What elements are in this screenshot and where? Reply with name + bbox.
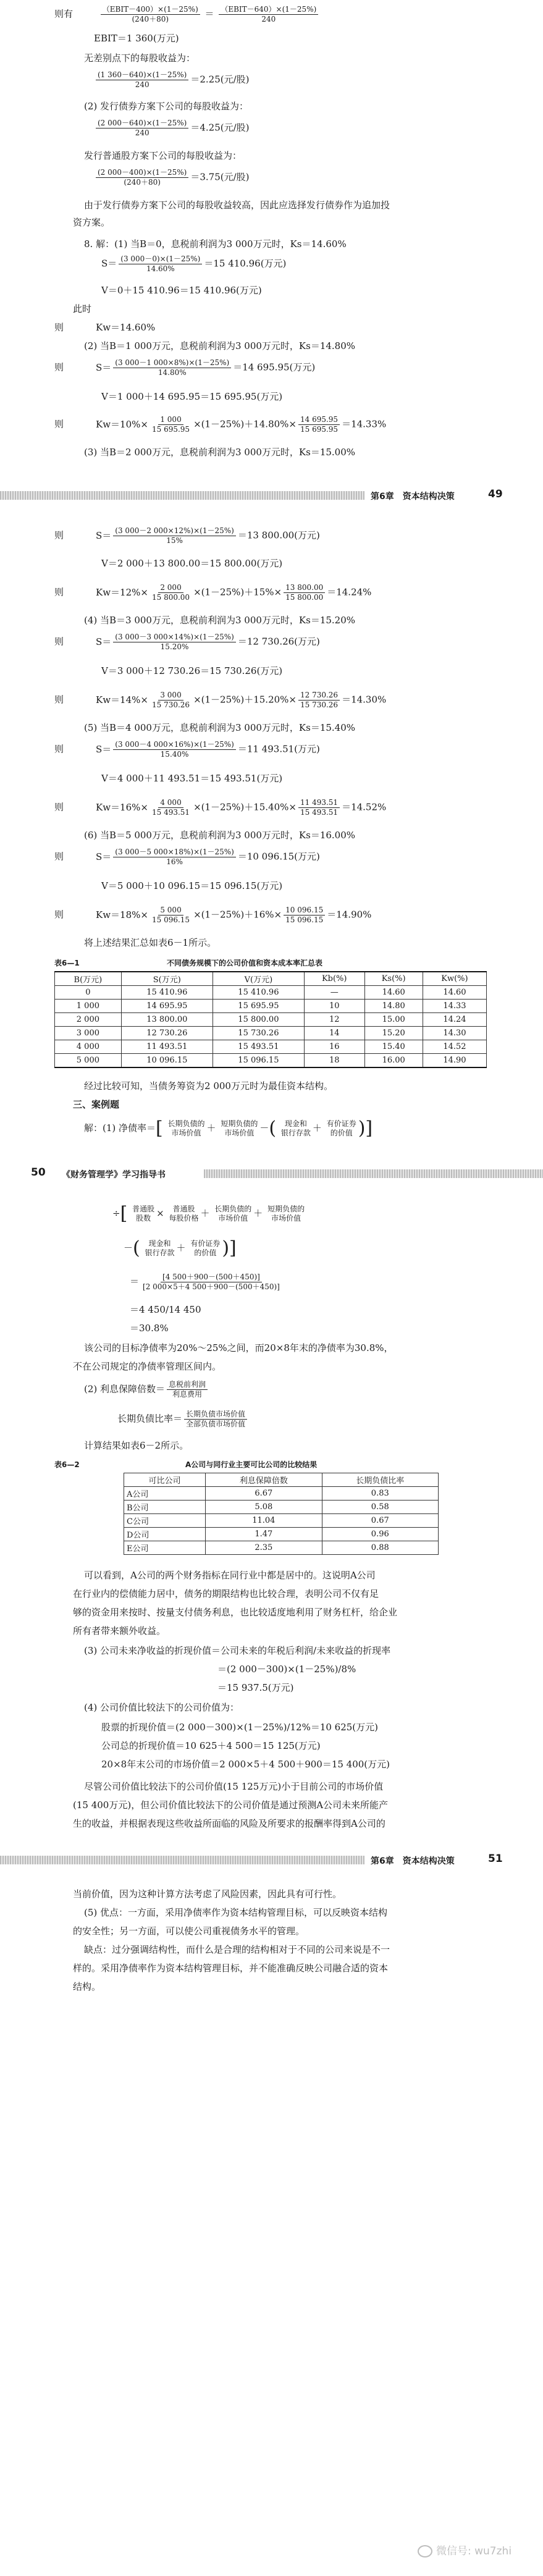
table-row	[55, 1054, 487, 1068]
text-line: 无差别点下的每股收益为：	[84, 53, 196, 64]
equation: (2) 利息保障倍数＝ $\frac{\text{息税前利润}}{\text{利息费用}}$	[84, 1380, 209, 1399]
table-number: 表6—2	[54, 1460, 80, 1469]
text-line: V＝4 000＋11 493.51＝15 493.51(万元)	[101, 773, 283, 784]
table-title: A公司与同行业主要可比公司的比较结果	[185, 1460, 318, 1469]
table-header-cell: V(万元)	[213, 972, 304, 986]
table-cell: 11.04	[206, 1514, 322, 1528]
text-line: ＝4 450/14 450	[130, 1304, 201, 1315]
table-header-cell: Ks(%)	[364, 972, 423, 986]
table-row	[124, 1541, 439, 1555]
equation: 则 S＝ $\frac{(3 000-2 000\times 12\%)\times(1-25\%)}{15\%}$ ＝13 800.00(万元)	[54, 526, 320, 545]
table-cell: 15.40	[364, 1040, 423, 1054]
page-number: 51	[488, 1853, 503, 1865]
text-line: (5) 当B＝4 000万元，息税前利润为3 000万元时，Ks＝15.40%	[84, 722, 356, 733]
table-header-cell: 利息保障倍数	[206, 1473, 322, 1487]
text-line: V＝2 000＋13 800.00＝15 800.00(万元)	[101, 558, 283, 569]
table-cell: 0	[55, 986, 122, 1000]
text-line: (3) 当B＝2 000万元，息税前利润为3 000万元时，Ks＝15.00%	[84, 447, 356, 458]
table-cell: E公司	[124, 1541, 206, 1555]
table-cell: 15.20	[364, 1027, 423, 1040]
text-line: V＝3 000＋12 730.26＝15 730.26(万元)	[101, 665, 283, 676]
capital-structure-table	[54, 971, 487, 1068]
table-row	[55, 986, 487, 1000]
equation: 则 S＝ $\frac{(3 000-3 000\times 14\%)\times(1-25\%)}{15.20\%}$ ＝12 730.26(万元)	[54, 633, 320, 651]
comparison-table	[124, 1473, 439, 1555]
table-cell: 0.58	[322, 1501, 438, 1514]
text-line: (6) 当B＝5 000万元，息税前利润为3 000万元时，Ks＝16.00%	[84, 830, 356, 841]
table-cell: 16.00	[364, 1054, 423, 1068]
table-cell: 15 410.96	[121, 986, 213, 1000]
table-cell: 4 000	[55, 1040, 122, 1054]
text-line: 不在公司规定的净债率管理区间内。	[73, 1361, 222, 1372]
table-row	[55, 1040, 487, 1054]
table-cell: A公司	[124, 1487, 206, 1501]
text-line: 够的资金用来按时、按量支付债务利息，也比较适度地利用了财务杠杆，给企业	[73, 1607, 398, 1618]
text-line: V＝1 000＋14 695.95＝15 695.95(万元)	[101, 391, 283, 402]
text-line: 当前价值，因为这种计算方法考虑了风险因素，因此具有可行性。	[73, 1888, 342, 1900]
table-row	[55, 1013, 487, 1027]
text-line: (3) 公司未来净收益的折现价值＝公司未来的年税后利润/未来收益的折现率	[84, 1645, 391, 1656]
equation: 则 S＝ $\frac{(3 000-1 000\times 8\%)\times(1-25\%)}{14.80\%}$ ＝14 695.95(万元)	[54, 358, 316, 377]
table-cell: 15 730.26	[213, 1027, 304, 1040]
table-cell: 15 410.96	[213, 986, 304, 1000]
equation: 解：(1) 净债率＝[ 长期负债的 市场价值 ＋ 短期负债的 市场价值 －( 现金和 银行存款 ＋ 有价证券 的价值 )]	[84, 1118, 373, 1139]
header-rule	[204, 1169, 543, 1178]
table-cell: 14 695.95	[121, 1000, 213, 1013]
table-cell: 0.67	[322, 1514, 438, 1528]
wechat-watermark: 微信号: wu7zhi	[418, 2542, 511, 2557]
table-cell: D公司	[124, 1528, 206, 1541]
table-cell: 14.60	[364, 986, 423, 1000]
equation: 则 Kw＝12%× $\frac{2 000}{15 800.00}$ ×(1－25%)＋15%× $\frac{13 800.00}{15 800.00}$ ＝14.24%	[54, 583, 372, 602]
table-row	[124, 1514, 439, 1528]
equation: －( 现金和 银行存款 ＋ 有价证券 的价值 )]	[124, 1237, 237, 1259]
table-row	[55, 1027, 487, 1040]
table-cell: C公司	[124, 1514, 206, 1528]
equation: S＝ $\frac{(3 000-0)\times(1-25\%)}{14.60\%}$ ＝15 410.96(万元)	[101, 255, 287, 273]
table-cell: 0.88	[322, 1541, 438, 1555]
text-line: (2) 发行债券方案下公司的每股收益为：	[84, 101, 249, 112]
equation: 则 Kw＝18%× $\frac{5 000}{15 096.15}$ ×(1－25%)＋16%× $\frac{10 096.15}{15 096.15}$ ＝14.90%	[54, 906, 372, 924]
text-line: 尽管公司价值比较法下的公司价值(15 125万元)小于目前公司的市场价值	[84, 1781, 384, 1792]
table-cell: 1 000	[55, 1000, 122, 1013]
text-line: 则 Kw＝14.60%	[54, 322, 156, 333]
equation: 则 Kw＝14%× $\frac{3 000}{15 730.26}$ ×(1－25%)＋15.20%× $\frac{12 730.26}{15 730.26}$ ＝14.30%	[54, 691, 387, 709]
text-line: EBIT＝1 360(万元)	[94, 33, 179, 44]
section-heading: 三、案例题	[73, 1099, 120, 1110]
table-cell: —	[304, 986, 364, 1000]
table-header-cell: 长期负债比率	[322, 1473, 438, 1487]
table-cell: 0.83	[322, 1487, 438, 1501]
table-cell: 14.52	[423, 1040, 486, 1054]
equation: 则 Kw＝10%× $\frac{1 000}{15 695.95}$ ×(1－25%)＋14.80%× $\frac{14 695.95}{15 695.95}$ ＝14.33%	[54, 415, 387, 434]
text-line: 结构。	[73, 1981, 101, 1992]
table-cell: 10 096.15	[121, 1054, 213, 1068]
table-row	[124, 1487, 439, 1501]
equation: ＝ $\frac{[4 500+900-(500+450)]}{[2 000\times 5+4 500+900-(500+450)]}$	[130, 1273, 280, 1291]
text-line: V＝5 000＋10 096.15＝15 096.15(万元)	[101, 880, 283, 891]
text-line: 股票的折现价值＝(2 000－300)×(1－25%)/12%＝10 625(万元)	[101, 1722, 379, 1733]
table-cell: 14.90	[423, 1054, 486, 1068]
text-line: ＝30.8%	[130, 1323, 169, 1334]
table-cell: 2.35	[206, 1541, 322, 1555]
text-line: ＝(2 000－300)×(1－25%)/8%	[217, 1664, 356, 1675]
text-line: (2) 当B＝1 000万元，息税前利润为3 000万元时，Ks＝14.80%	[84, 340, 356, 351]
table-cell: 15 493.51	[213, 1040, 304, 1054]
table-cell: 0.96	[322, 1528, 438, 1541]
table-cell: 14.24	[423, 1013, 486, 1027]
text-line: (15 400万元)，但公司价值比较法下的公司价值是通过预测A公司未来所能产	[73, 1799, 389, 1811]
equation: 则 Kw＝16%× $\frac{4 000}{15 493.51}$ ×(1－25%)＋15.40%× $\frac{11 493.51}{15 493.51}$ ＝14.52%	[54, 798, 387, 817]
equation: 长期负债比率＝ $\frac{\text{长期负债市场价值}}{\text{全部负债市场价值}}$	[117, 1410, 249, 1429]
text-line: 将上述结果汇总如表6－1所示。	[84, 937, 217, 948]
table-header-cell: 可比公司	[124, 1473, 206, 1487]
text-line: 可以看到，A公司的两个财务指标在同行业中都是居中的。这说明A公司	[84, 1570, 376, 1581]
table-cell: 14.30	[423, 1027, 486, 1040]
page-number: 49	[488, 488, 503, 500]
text: 则有	[54, 8, 74, 20]
table-cell: 14	[304, 1027, 364, 1040]
table-cell: 3 000	[55, 1027, 122, 1040]
table-cell: 14.33	[423, 1000, 486, 1013]
text-line: 20×8年末公司的市场价值＝2 000×5＋4 500＋900＝15 400(万元)	[101, 1759, 390, 1770]
equation: $\frac{(1 360-640)\times(1-25\%)}{240}$ ＝2.25(元/股)	[94, 70, 250, 90]
table-cell: B公司	[124, 1501, 206, 1514]
table-cell: 18	[304, 1054, 364, 1068]
running-header: 第6章 资本结构决策	[371, 492, 455, 502]
table-header-cell: Kb(%)	[304, 972, 364, 986]
fraction: $\frac{\text{（EBIT－400）×(1－25\%)}}{(240+80)}$	[101, 5, 200, 24]
table-cell: 5 000	[55, 1054, 122, 1068]
text-line: ＝15 937.5(万元)	[217, 1682, 294, 1693]
table-header-cell: S(万元)	[121, 972, 213, 986]
text-line: 公司总的折现价值＝10 625＋4 500＝15 125(万元)	[101, 1740, 321, 1751]
table-cell: 6.67	[206, 1487, 322, 1501]
equation: $\frac{(2 000-640)\times(1-25\%)}{240}$ ＝4.25(元/股)	[94, 119, 250, 138]
table-cell: 14.60	[423, 986, 486, 1000]
page-number: 50	[31, 1166, 46, 1179]
table-cell: 15.00	[364, 1013, 423, 1027]
table-header-cell: B(万元)	[55, 972, 122, 986]
equation: 则 S＝ $\frac{(3 000-4 000\times 16\%)\times(1-25\%)}{15.40\%}$ ＝11 493.51(万元)	[54, 740, 320, 759]
table-title: 不同债务规模下的公司价值和资本成本率汇总表	[167, 959, 323, 967]
text-line: 经过比较可知，当债务筹资为2 000万元时为最佳资本结构。	[84, 1080, 333, 1092]
equation: 则 S＝ $\frac{(3 000-5 000\times 18\%)\times(1-25\%)}{16\%}$ ＝10 096.15(万元)	[54, 848, 320, 866]
table-cell: 15 096.15	[213, 1054, 304, 1068]
text-line: 缺点：过分强调结构性，而什么是合理的结构相对于不同的公司来说是不一	[84, 1944, 390, 1955]
header-rule	[0, 491, 364, 500]
table-row	[55, 1000, 487, 1013]
text-line: V＝0＋15 410.96＝15 410.96(万元)	[101, 285, 262, 296]
fraction: $\frac{\text{（EBIT－640）×(1－25\%)}}{240}$	[219, 5, 318, 24]
table-cell: 15 800.00	[213, 1013, 304, 1027]
table-cell: 5.08	[206, 1501, 322, 1514]
text-line: 该公司的目标净债率为20%～25%之间，而20×8年末的净债率为30.8%，	[84, 1342, 394, 1353]
table-cell: 12	[304, 1013, 364, 1027]
header-rule	[0, 1856, 364, 1864]
text-line: (4) 公司价值比较法下的公司价值为：	[84, 1702, 240, 1713]
table-cell: 10	[304, 1000, 364, 1013]
table-number: 表6—1	[54, 959, 80, 967]
text-line: 样的。采用净债率作为资本结构管理目标，并不能准确反映公司融合适的资本	[73, 1963, 389, 1974]
text-line: 所有者带来额外收益。	[73, 1625, 166, 1636]
table-cell: 16	[304, 1040, 364, 1054]
text-line: (4) 当B＝3 000万元，息税前利润为3 000万元时，Ks＝15.20%	[84, 615, 356, 626]
text-line: 计算结果如表6－2所示。	[84, 1440, 189, 1451]
table-cell: 15 695.95	[213, 1000, 304, 1013]
table-row	[124, 1501, 439, 1514]
table-header-cell: Kw(%)	[423, 972, 486, 986]
text-line: 发行普通股方案下公司的每股收益为：	[84, 150, 242, 161]
text-line: 资方案。	[73, 217, 111, 228]
table-row	[124, 1528, 439, 1541]
text-line: 在行业内的偿债能力居中，债务的期限结构也比较合理，表明公司不仅有足	[73, 1588, 379, 1599]
text-line: 此时	[73, 303, 92, 314]
text-line: 8. 解：(1) 当B＝0，息税前利润为3 000万元时，Ks＝14.60%	[84, 238, 347, 250]
text-line: 的安全性；另一方面，可以使公司重视债务水平的管理。	[73, 1926, 305, 1937]
table-cell: 1.47	[206, 1528, 322, 1541]
equation: ÷[ 普通股 股数 × 普通股 每股价格 ＋ 长期负债的 市场价值 ＋ 短期负债的 市场价值	[112, 1203, 305, 1224]
equation: $\frac{(2 000-400)\times(1-25\%)}{(240+80)}$ ＝3.75(元/股)	[94, 168, 250, 187]
table-cell: 2 000	[55, 1013, 122, 1027]
running-header: 《财务管理学》学习指导书	[62, 1170, 166, 1180]
running-header: 第6章 资本结构决策	[371, 1856, 455, 1866]
text-line: 由于发行债券方案下公司的每股收益较高，因此应选择发行债券作为追加投	[84, 200, 390, 211]
table-cell: 12 730.26	[121, 1027, 213, 1040]
table-cell: 13 800.00	[121, 1013, 213, 1027]
table-cell: 14.80	[364, 1000, 423, 1013]
text-line: (5) 优点：一方面，采用净债率作为资本结构管理目标，可以反映资本结构	[84, 1907, 388, 1918]
wechat-icon	[418, 2545, 432, 2557]
text-line: 生的收益，并根据表现这些收益所面临的风险及所要求的报酬率得到A公司的	[73, 1818, 385, 1829]
table-cell: 11 493.51	[121, 1040, 213, 1054]
